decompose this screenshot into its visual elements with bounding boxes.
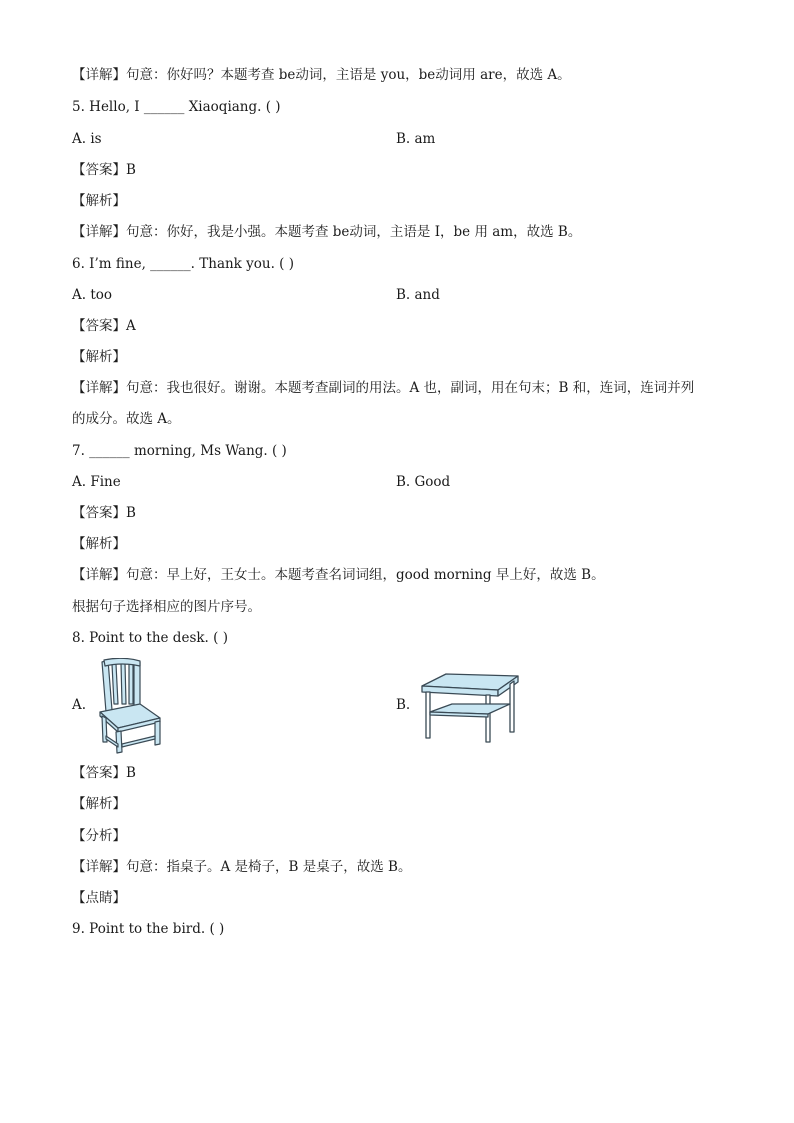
q8-option-b-label: B. xyxy=(396,697,411,713)
q7-analysis-label: 【解析】 xyxy=(72,536,126,552)
q6-explanation-line1: 【详解】句意：我也很好。谢谢。本题考查副词的用法。A 也，副词，用在句末；B 和，连词，连词并列 xyxy=(72,380,695,396)
q5-analysis-label: 【解析】 xyxy=(72,193,126,209)
q7-option-a: A. Fine xyxy=(72,474,121,490)
desk-image xyxy=(418,672,522,744)
q8-analysis-label: 【解析】 xyxy=(72,796,126,812)
line-prev-explanation: 【详解】句意：你好吗？本题考查 be动词，主语是 you，be动词用 are，故选 A。 xyxy=(72,67,571,83)
q7-explanation: 【详解】句意：早上好，王女士。本题考查名词词组，good morning 早上好，故选 B。 xyxy=(72,567,605,583)
q5-explanation: 【详解】句意：你好，我是小强。本题考查 be动词，主语是 I，be 用 am，故选 B。 xyxy=(72,224,582,240)
question-5: 5. Hello, I ______ Xiaoqiang. ( ) xyxy=(72,99,281,115)
q5-option-b: B. am xyxy=(396,131,436,147)
question-7: 7. ______ morning, Ms Wang. ( ) xyxy=(72,443,287,459)
q6-explanation-line2: 的成分。故选 A。 xyxy=(72,411,181,427)
q6-analysis-label: 【解析】 xyxy=(72,349,126,365)
q5-answer: 【答案】B xyxy=(72,162,136,178)
section-instruction: 根据句子选择相应的图片序号。 xyxy=(72,599,261,615)
question-9: 9. Point to the bird. ( ) xyxy=(72,921,225,937)
q8-tip-label: 【点睛】 xyxy=(72,890,126,906)
q8-breakdown-label: 【分析】 xyxy=(72,828,126,844)
chair-image xyxy=(94,658,166,754)
q8-explanation: 【详解】句意：指桌子。A 是椅子，B 是桌子，故选 B。 xyxy=(72,859,412,875)
q7-answer: 【答案】B xyxy=(72,505,136,521)
q6-option-a: A. too xyxy=(72,287,113,303)
q6-answer: 【答案】A xyxy=(72,318,136,334)
q8-answer: 【答案】B xyxy=(72,765,136,781)
q8-option-a-label: A. xyxy=(72,697,87,713)
q5-option-a: A. is xyxy=(72,131,102,147)
question-6: 6. I’m fine, ______. Thank you. ( ) xyxy=(72,256,295,272)
q6-option-b: B. and xyxy=(396,287,440,303)
q7-option-b: B. Good xyxy=(396,474,451,490)
question-8: 8. Point to the desk. ( ) xyxy=(72,630,228,646)
